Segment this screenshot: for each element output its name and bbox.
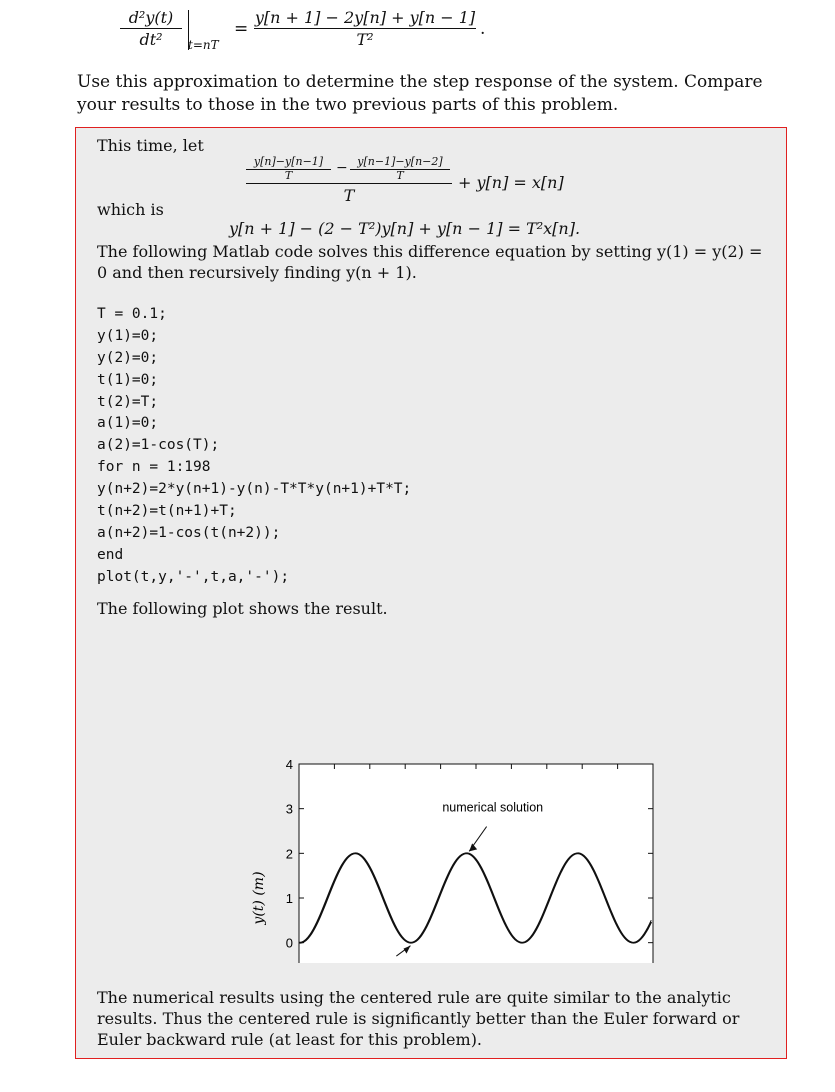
y-tick-label: 2 [285, 846, 293, 862]
code-line: t(2)=T; [97, 393, 159, 410]
code-line: t(n+2)=t(n+1)+T; [97, 503, 237, 520]
y-axis-label: y(t) (m) [251, 871, 267, 925]
y-tick-label: 4 [285, 757, 293, 772]
rhs-fraction [254, 8, 476, 49]
equals-sign: = [234, 19, 249, 39]
solution-box [75, 127, 787, 1059]
difference-equation-1 [246, 155, 566, 203]
plot-area [299, 764, 653, 963]
plot-intro-text: The following plot shows the result. [97, 599, 388, 618]
code-line: a(1)=0; [97, 415, 159, 432]
top-equation [120, 6, 540, 58]
eq1-inner2-denominator: T [396, 169, 404, 182]
y-tick-label: 3 [285, 801, 293, 817]
lhs-fraction [120, 8, 182, 49]
eval-subscript: t=nT [188, 38, 219, 52]
eq1-outer-denominator: T [343, 186, 355, 205]
code-line: y(2)=0; [97, 349, 159, 366]
code-line: plot(t,y,'-',t,a,'-'); [97, 568, 290, 585]
eq1-inner2-numerator: y[n−1]−y[n−2] [357, 155, 443, 168]
rhs-numerator: y[n + 1] − 2y[n] + y[n − 1] [254, 8, 476, 27]
eq1-rest: + y[n] = x[n] [458, 173, 564, 192]
eq1-inner1-numerator: y[n]−y[n−1] [253, 155, 324, 168]
lhs-denominator: dt² [139, 30, 163, 49]
eq1-inner1-denominator: T [284, 169, 293, 182]
code-line: a(2)=1-cos(T); [97, 437, 220, 454]
y-tick-label: 1 [285, 891, 293, 906]
code-line: y(n+2)=2*y(n+1)-y(n)-T*T*y(n+1)+T*T; [97, 481, 412, 498]
difference-equation-2: y[n + 1] − (2 − T²)y[n] + y[n − 1] = T²x[n]. [229, 219, 581, 238]
lhs-numerator: d²y(t) [128, 8, 174, 27]
code-line: end [97, 546, 124, 563]
conclusion-text: The numerical results using the centered rule are quite similar to the analytic results. Thus the centered rule is significantly better than the Euler forward or Euler backward rule (at least for this problem). [97, 988, 740, 1049]
matlab-code-block [97, 304, 411, 589]
code-line: for n = 1:198 [97, 459, 211, 476]
problem-intro-text: Use this approximation to determine the step response of the system. Compare your results to those in the two previous parts of this problem. [77, 72, 763, 115]
code-line: T = 0.1; [97, 306, 167, 322]
code-intro-text: The following Matlab code solves this difference equation by setting y(1) = y(2) = 0 and then recursively finding y(n + 1). [97, 242, 763, 282]
equation-period: . [480, 19, 486, 39]
which-is-text: which is [97, 200, 164, 219]
rhs-denominator: T² [356, 30, 374, 49]
solution-intro: This time, let [97, 136, 204, 155]
step-response-plot [211, 633, 681, 963]
code-line: t(1)=0; [97, 371, 159, 388]
numerical-solution-label: numerical solution [442, 800, 544, 815]
y-tick-label: 0 [285, 935, 293, 951]
code-line: y(1)=0; [97, 327, 159, 344]
code-line: a(n+2)=1-cos(t(n+2)); [97, 524, 281, 541]
eq1-minus: − [336, 160, 348, 176]
